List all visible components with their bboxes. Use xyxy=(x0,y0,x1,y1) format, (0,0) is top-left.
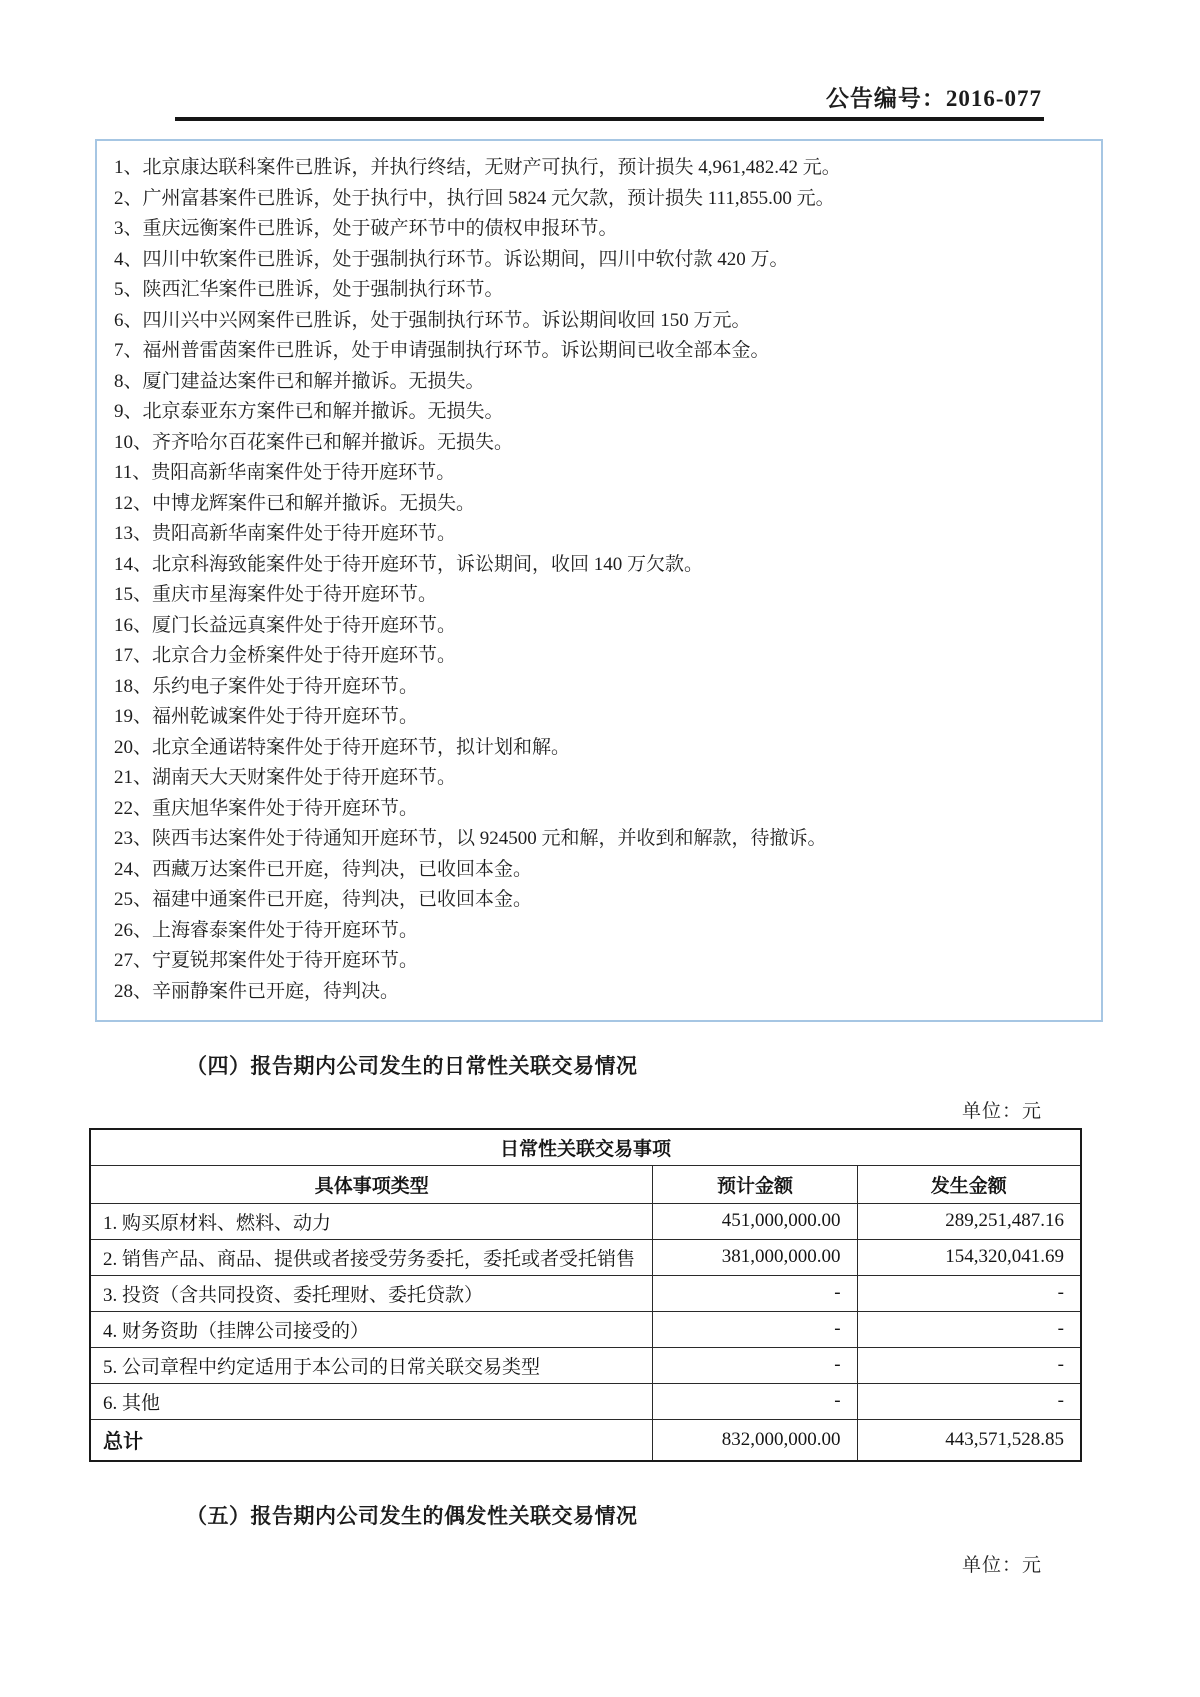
actual-amount-cell: - xyxy=(857,1311,1081,1347)
header-rule xyxy=(175,117,1044,121)
transactions-table-body xyxy=(90,1203,1081,1419)
case-list-item: 22、重庆旭华案件处于待开庭环节。 xyxy=(114,797,419,819)
table-header-row xyxy=(90,1165,1081,1203)
case-list-item: 4、四川中软案件已胜诉，处于强制执行环节。诉讼期间，四川中软付款 420 万。 xyxy=(114,248,789,270)
case-list-item: 17、北京合力金桥案件处于待开庭环节。 xyxy=(114,645,457,666)
transaction-row xyxy=(90,1347,1081,1383)
transaction-row xyxy=(90,1239,1081,1275)
case-list-item: 27、宁夏锐邦案件处于待开庭环节。 xyxy=(114,950,419,971)
case-list-item: 20、北京全通诺特案件处于待开庭环节，拟计划和解。 xyxy=(114,736,571,758)
daily-related-transactions-table xyxy=(89,1128,1082,1462)
table-title-row xyxy=(90,1129,1081,1165)
case-list-item: 26、上海睿泰案件处于待开庭环节。 xyxy=(114,919,419,941)
case-list-item: 7、福州普雷茵案件已胜诉，处于申请强制执行环节。诉讼期间已收全部本金。 xyxy=(114,340,770,361)
case-list-item: 9、北京泰亚东方案件已和解并撤诉。无损失。 xyxy=(114,401,504,422)
case-list-item: 2、广州富碁案件已胜诉，处于执行中，执行回 5824 元欠款，预计损失 111,855.00 元。 xyxy=(114,187,835,209)
case-list-item: 28、辛丽静案件已开庭，待判决。 xyxy=(114,980,400,1002)
case-list-item: 18、乐约电子案件处于待开庭环节。 xyxy=(114,675,419,697)
expected-amount-cell: 451,000,000.00 xyxy=(653,1203,857,1239)
section-5-heading: （五）报告期内公司发生的偶发性关联交易情况 xyxy=(186,1504,638,1528)
transaction-row xyxy=(90,1275,1081,1311)
transaction-type-cell: 6. 其他 xyxy=(90,1383,653,1419)
case-list-item: 23、陕西韦达案件处于待通知开庭环节，以 924500 元和解，并收到和解款，待撤诉。 xyxy=(114,828,827,849)
expected-amount-cell: - xyxy=(653,1311,857,1347)
case-list-item: 16、厦门长益远真案件处于待开庭环节。 xyxy=(114,614,457,636)
transaction-type-cell: 3. 投资（含共同投资、委托理财、委托贷款） xyxy=(90,1275,653,1311)
case-list-box xyxy=(95,139,1103,1022)
section-4-heading: （四）报告期内公司发生的日常性关联交易情况 xyxy=(186,1054,638,1078)
case-list-item: 6、四川兴中兴网案件已胜诉，处于强制执行环节。诉讼期间收回 150 万元。 xyxy=(114,309,751,331)
expected-amount-cell: - xyxy=(653,1347,857,1383)
actual-amount-cell: - xyxy=(857,1383,1081,1419)
case-list-item: 11、贵阳高新华南案件处于待开庭环节。 xyxy=(114,462,456,483)
actual-amount-cell: - xyxy=(857,1347,1081,1383)
announcement-number: 公告编号：2016-077 xyxy=(825,86,1042,111)
case-list-item: 24、西藏万达案件已开庭，待判决，已收回本金。 xyxy=(114,858,533,880)
expected-amount-cell: - xyxy=(653,1383,857,1419)
case-list-item: 15、重庆市星海案件处于待开庭环节。 xyxy=(114,584,438,605)
transaction-type-cell: 1. 购买原材料、燃料、动力 xyxy=(90,1203,653,1239)
expected-amount-cell: - xyxy=(653,1275,857,1311)
column-header-actual: 发生金额 xyxy=(857,1165,1081,1203)
transaction-row xyxy=(90,1203,1081,1239)
actual-amount-cell: 154,320,041.69 xyxy=(857,1239,1081,1275)
transaction-row xyxy=(90,1383,1081,1419)
total-actual-cell: 443,571,528.85 xyxy=(857,1419,1081,1461)
total-expected-cell: 832,000,000.00 xyxy=(653,1419,857,1461)
case-list-item: 19、福州乾诚案件处于待开庭环节。 xyxy=(114,706,419,727)
transaction-row xyxy=(90,1311,1081,1347)
table-total-row xyxy=(90,1419,1081,1461)
case-list-item: 13、贵阳高新华南案件处于待开庭环节。 xyxy=(114,523,457,544)
transaction-type-cell: 5. 公司章程中约定适用于本公司的日常关联交易类型 xyxy=(90,1347,653,1383)
actual-amount-cell: 289,251,487.16 xyxy=(857,1203,1081,1239)
transaction-type-cell: 4. 财务资助（挂牌公司接受的） xyxy=(90,1311,653,1347)
case-list-item: 25、福建中通案件已开庭，待判决，已收回本金。 xyxy=(114,889,533,910)
case-list-item: 12、中博龙辉案件已和解并撤诉。无损失。 xyxy=(114,492,476,514)
case-list xyxy=(114,153,1089,1007)
case-list-item: 1、北京康达联科案件已胜诉，并执行终结，无财产可执行，预计损失 4,961,482.42 元。 xyxy=(114,157,841,178)
table-title: 日常性关联交易事项 xyxy=(90,1129,1081,1165)
column-header-expected: 预计金额 xyxy=(653,1165,857,1203)
expected-amount-cell: 381,000,000.00 xyxy=(653,1239,857,1275)
case-list-item: 8、厦门建益达案件已和解并撤诉。无损失。 xyxy=(114,370,485,392)
case-list-item: 10、齐齐哈尔百花案件已和解并撤诉。无损失。 xyxy=(114,431,514,453)
actual-amount-cell: - xyxy=(857,1275,1081,1311)
case-list-item: 5、陕西汇华案件已胜诉，处于强制执行环节。 xyxy=(114,279,504,300)
transaction-type-cell: 2. 销售产品、商品、提供或者接受劳务委托，委托或者受托销售 xyxy=(90,1239,653,1275)
unit-label-occasional: 单位：元 xyxy=(961,1555,1042,1576)
column-header-type: 具体事项类型 xyxy=(90,1165,653,1203)
total-label-cell: 总计 xyxy=(90,1419,653,1461)
unit-label-daily: 单位：元 xyxy=(961,1101,1042,1122)
case-list-item: 14、北京科海致能案件处于待开庭环节，诉讼期间，收回 140 万欠款。 xyxy=(114,553,704,575)
case-list-item: 21、湖南天大天财案件处于待开庭环节。 xyxy=(114,767,457,788)
case-list-item: 3、重庆远衡案件已胜诉，处于破产环节中的债权申报环节。 xyxy=(114,218,618,239)
